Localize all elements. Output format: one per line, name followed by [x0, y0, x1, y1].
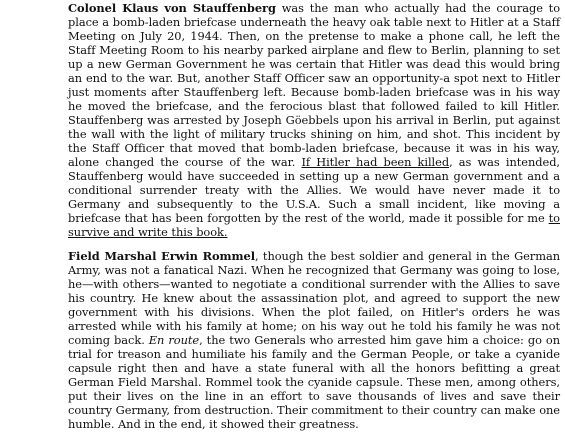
- stauffenberg-text-part-1: was the man who actually had the courage to place a bomb-laden briefcase underneath the heavy oak table next to Hitler at a Staff Meeting on July 20, 1944. Then, on the pretense to make a phone call, he left the Staff Meeting Room to his nearby parked airplane and flew to Berlin, planning to set up a new German Government he was certain that Hitler was dead this would bring an end to the war. But, another Staff Officer saw an opportunity-a spot next to Hitler just moments after Stauffenberg left. Because bomb-laden briefcase was in his way he moved the briefcase, and the ferocious blast that followed failed to kill Hitler. Stauffenberg was arrested by Joseph Göebbels upon his arrival in Berlin, put against the wall with the light of military trucks shining on him, and shot. This incident by the Staff Officer that moved that bomb-laden briefcase, because it was in his way, alone changed the course of the war.: [68, 1, 561, 169]
- underlined-phrase-survive: to survive and write this book.: [68, 211, 560, 239]
- stauffenberg-text-part-2: , as was intended, Stauffenberg would have succeeded in setting up a new German government and a conditional surrender treaty with the Allies. We would have never made it to Germany and subsequently to the U.S.A. Such a small incident, like moving a briefcase that has been forgotten by the rest of the world, made it possible for me: [68, 155, 561, 225]
- underlined-phrase-hitler-killed: If Hitler had been killed: [301, 155, 450, 169]
- rommel-name: Field Marshal Erwin Rommel: [68, 249, 256, 263]
- rommel-text-part-2: , the two Generals who arrested him gave him a choice: go on trial for treason and humiliate his family and the German People, or take a cyanide capsule right then and have a state funeral with all the honors befitting a great German Field Marshal. Rommel took the cyanide capsule. These men, among others, put their lives on the line in an effort to save thousands of lives and save their country Germany, from destruction. Their commitment to their country can make one humble. And in the end, it showed their greatness.: [68, 333, 560, 431]
- rommel-text-part-1: , though the best soldier and general in the German Army, was not a fanatical Nazi. When he recognized that Germany was going to lose, he—with others—wanted to negotiate a conditional surrender with the Allies to save his country. He knew about the assassination plot, and agreed to support the new government with his divisions. When the plot failed, on Hitler's orders he was arrested while with his family at home; on his way out he told his family he was not coming back.: [68, 249, 560, 347]
- stauffenberg-name: Colonel Klaus von Stauffenberg: [68, 1, 276, 15]
- italic-phrase-en-route: En route: [148, 333, 200, 347]
- rommel-paragraph: [68, 249, 560, 431]
- stauffenberg-paragraph: [68, 1, 560, 239]
